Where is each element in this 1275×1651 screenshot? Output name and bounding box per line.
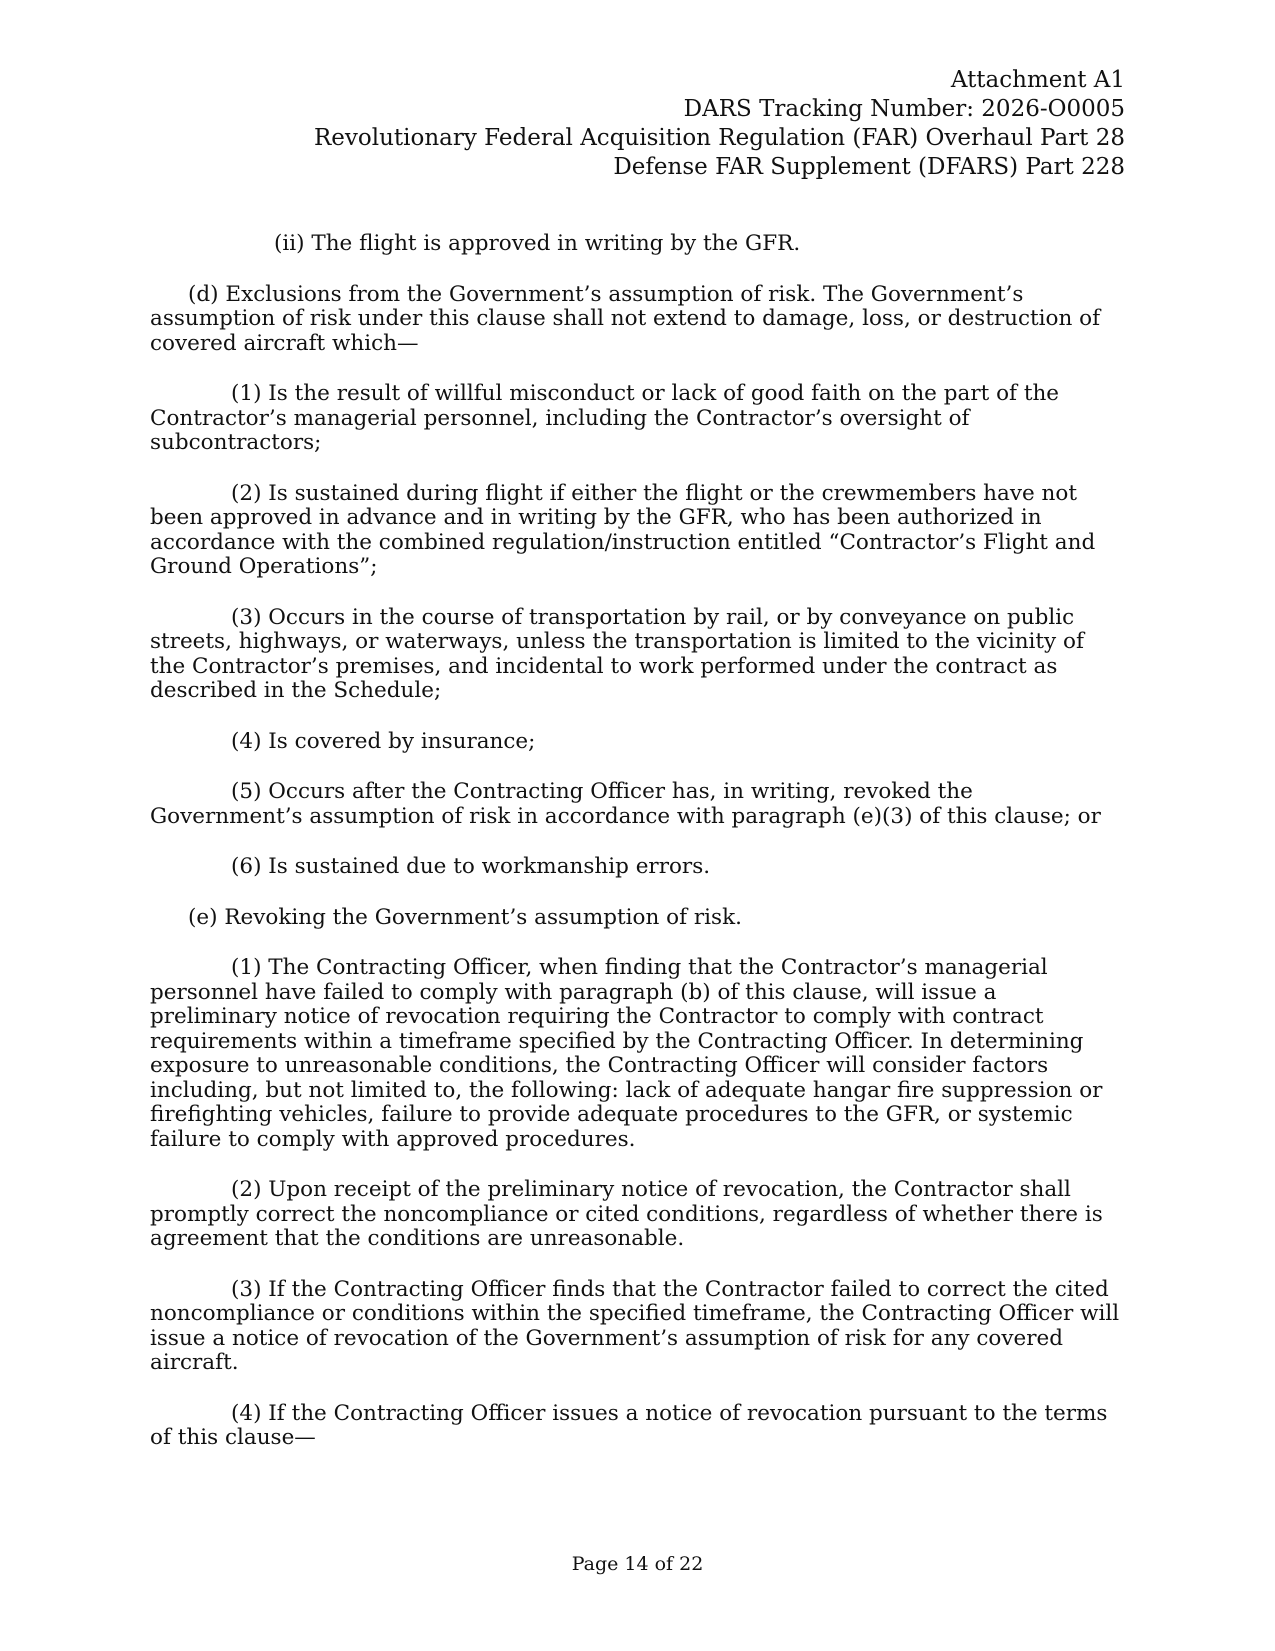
paragraph-e-3: (3) If the Contracting Officer finds that the Contractor failed to correct the cited noncompliance or conditions within the specified timeframe, the Contracting Officer will issue a notice of revocation of the Government’s assumption of risk for any covered aircraft. (150, 1276, 1120, 1375)
document-body (150, 232, 1125, 1477)
paragraph-d-2: (2) Is sustained during flight if either the flight or the crewmembers have not been approved in advance and in writing by the GFR, who has been authorized in accordance with the combined regulation/instruction entitled “Contractor’s Flight and Ground Operations”; (150, 480, 1096, 579)
document-header (314, 66, 1125, 182)
page-number: Page 14 of 22 (571, 1553, 704, 1575)
dfars-part-title: Defense FAR Supplement (DFARS) Part 228 (613, 154, 1125, 180)
far-part-title: Revolutionary Federal Acquisition Regulation (FAR) Overhaul Part 28 (313, 125, 1125, 151)
paragraph-d-exclusions: (d) Exclusions from the Government’s assumption of risk. The Government’s assumption of risk under this clause shall not extend to damage, loss, or destruction of covered aircraft which— (150, 281, 1101, 356)
paragraph-d-1: (1) Is the result of willful misconduct or lack of good faith on the part of the Contractor’s managerial personnel, including the Contractor’s oversight of subcontractors; (150, 381, 1060, 455)
paragraph-e-4: (4) If the Contracting Officer issues a notice of revocation pursuant to the terms of this clause— (150, 1400, 1108, 1450)
paragraph-d-4: (4) Is covered by insurance; (231, 728, 536, 754)
paragraph-c-1-ii: (ii) The flight is approved in writing by the GFR. (274, 231, 801, 256)
paragraph-d-3: (3) Occurs in the course of transportation by rail, or by conveyance on public streets, highways, or waterways, unless the transportation is limited to the vicinity of the Contractor’s premises, and incidental to work performed under the contract as described in the Schedule; (150, 604, 1084, 703)
paragraph-e-1: (1) The Contracting Officer, when finding that the Contractor’s managerial personnel have failed to comply with paragraph (b) of this clause, will issue a preliminary notice of revocation requiring the Contractor to comply with contract requirements within a timeframe specified by the Contracting Officer. In determining exposure to unreasonable conditions, the Contracting Officer will consider factors including, but not limited to, the following: lack of adequate hangar fire suppression or firefighting vehicles, failure to provide adequate procedures to the GFR, or systemic failure to comply with approved procedures. (150, 955, 1103, 1152)
dars-tracking-number: DARS Tracking Number: 2026-O0005 (683, 96, 1125, 122)
paragraph-e-2: (2) Upon receipt of the preliminary notice of revocation, the Contractor shall promptly correct the noncompliance or cited conditions, regardless of whether there is agreement that the conditions are unreasonable. (150, 1177, 1103, 1251)
paragraph-d-6: (6) Is sustained due to workmanship errors. (231, 854, 711, 879)
paragraph-e-revoking: (e) Revoking the Government’s assumption of risk. (188, 904, 742, 930)
paragraph-d-5: (5) Occurs after the Contracting Officer has, in writing, revoked the Government’s assumption of risk in accordance with paragraph (e)(3) of this clause; or (150, 779, 1101, 829)
attachment-label: Attachment A1 (950, 67, 1125, 93)
